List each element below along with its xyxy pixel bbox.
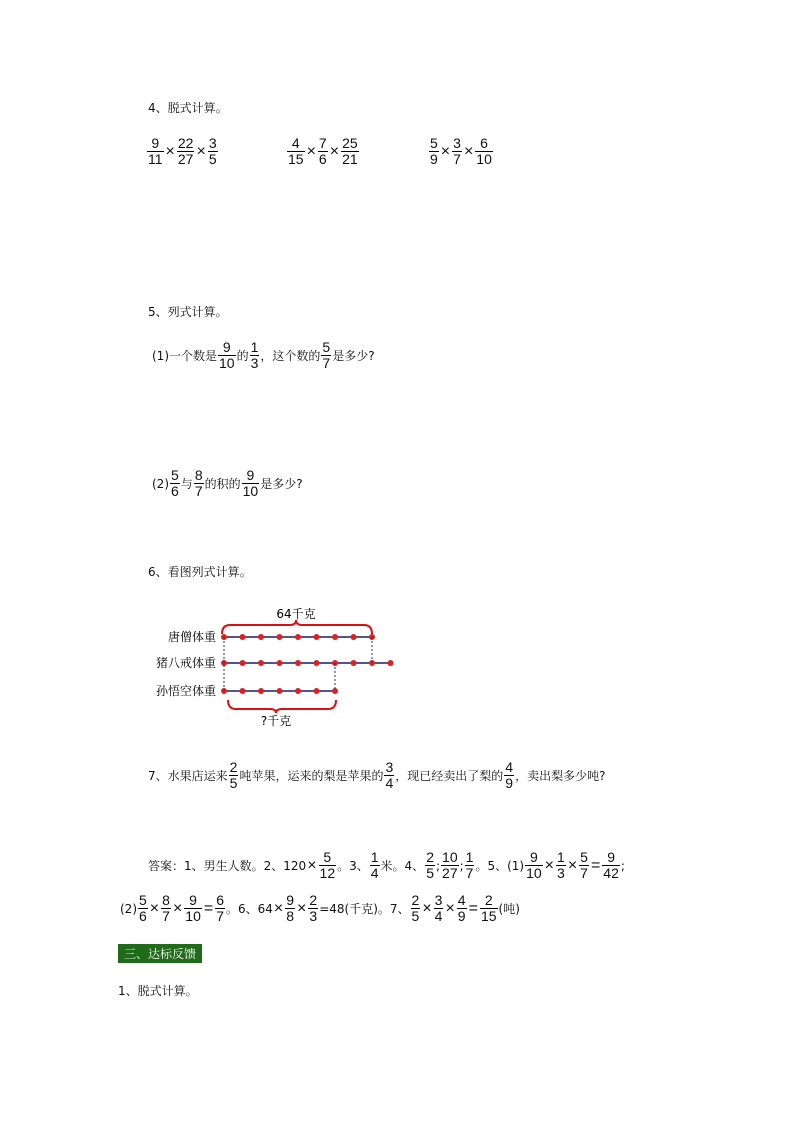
fraction: $\frac{5}{12}$ <box>319 849 336 881</box>
text-segment: ; <box>620 858 625 873</box>
bottom-weight-label: ?千克 <box>260 714 292 728</box>
segment-dot <box>258 634 264 640</box>
text-segment: (1)一个数是 <box>152 349 217 363</box>
top-weight-label: 64千克 <box>276 607 316 621</box>
fraction: $\frac{4}{9}$ <box>457 892 466 924</box>
row-label-sunwukong: 孙悟空体重 <box>155 684 216 698</box>
fraction: $\frac{22}{27}$ <box>177 135 194 167</box>
fraction: $\frac{9}{10}$ <box>219 339 235 371</box>
segment-dot <box>240 688 246 694</box>
text-segment: ，这个数的 <box>260 349 321 363</box>
segment-dot <box>240 660 246 666</box>
fraction: $\frac{2}{5}$ <box>426 849 434 881</box>
text-segment: 7、水果店运来 <box>148 769 228 783</box>
fraction: $\frac{9}{10}$ <box>185 892 201 924</box>
fraction: $\frac{7}{6}$ <box>318 135 327 167</box>
s1-title: 1、脱式计算。 <box>118 984 198 998</box>
fraction: $\frac{5}{6}$ <box>139 892 147 924</box>
operator: × <box>273 899 284 917</box>
operator: × <box>307 856 317 874</box>
fraction: $\frac{1}{3}$ <box>250 339 259 371</box>
segment-dot <box>351 634 357 640</box>
fraction: $\frac{8}{7}$ <box>194 467 203 499</box>
segment-dot <box>295 688 301 694</box>
operator: × <box>196 142 206 160</box>
fraction: $\frac{4}{15}$ <box>288 135 304 167</box>
segment-dot <box>332 634 338 640</box>
segment-dot <box>314 660 320 666</box>
operator: = <box>590 856 601 874</box>
operator: × <box>165 142 175 160</box>
bottom-brace <box>228 700 336 713</box>
fraction: $\frac{9}{8}$ <box>286 892 295 924</box>
fraction: $\frac{25}{21}$ <box>342 135 358 167</box>
text-segment: 。5、(1) <box>475 859 525 873</box>
fraction: $\frac{2}{5}$ <box>411 892 420 924</box>
text-segment: 是多少? <box>332 349 375 363</box>
fraction: $\frac{1}{3}$ <box>557 849 565 881</box>
fraction: $\frac{6}{10}$ <box>476 135 492 167</box>
text-segment: 是多少? <box>260 477 303 491</box>
row-label-zhubajie: 猪八戒体重 <box>155 656 216 670</box>
text-segment: 米。4、 <box>380 859 425 873</box>
operator: × <box>422 899 432 917</box>
fraction: $\frac{3}{7}$ <box>453 135 461 167</box>
segment-dot <box>277 634 283 640</box>
segment-dot <box>295 634 301 640</box>
operator: × <box>329 142 340 160</box>
operator: = <box>203 899 214 917</box>
fraction: $\frac{3}{5}$ <box>208 135 217 167</box>
text-segment: ，现已经卖出了梨的 <box>395 769 504 783</box>
fraction: $\frac{9}{10}$ <box>242 467 259 499</box>
segment-dot <box>388 660 394 666</box>
segment-dot <box>314 688 320 694</box>
operator: × <box>172 899 183 917</box>
operator: × <box>306 142 316 160</box>
q6-title: 6、看图列式计算。 <box>148 565 252 579</box>
segment-dot <box>351 660 357 666</box>
section-heading: 三、达标反馈 <box>118 944 202 963</box>
segment-dot <box>295 660 301 666</box>
operator: × <box>149 899 160 917</box>
q6-diagram <box>150 600 410 735</box>
fraction: $\frac{1}{4}$ <box>370 849 379 881</box>
q4-expression <box>286 136 360 167</box>
fraction: $\frac{5}{7}$ <box>322 339 331 371</box>
q7-question <box>148 760 605 791</box>
text-segment: 的积的 <box>204 477 241 491</box>
fraction: $\frac{9}{10}$ <box>526 849 542 881</box>
answer-line-1 <box>148 850 625 881</box>
fraction: $\frac{4}{9}$ <box>505 759 514 791</box>
fraction: $\frac{3}{4}$ <box>385 759 394 791</box>
operator: × <box>445 899 455 917</box>
operator: × <box>544 856 555 874</box>
text-segment: ，卖出梨多少吨? <box>515 769 606 783</box>
fraction: $\frac{1}{7}$ <box>465 849 474 881</box>
segment-dot <box>240 634 246 640</box>
segment-dot <box>277 660 283 666</box>
answer-line-2 <box>120 893 520 924</box>
fraction: $\frac{9}{11}$ <box>148 135 163 167</box>
fraction: $\frac{2}{15}$ <box>480 892 497 924</box>
text-segment: =48(千克)。7、 <box>319 902 410 916</box>
text-segment: (2) <box>152 476 169 491</box>
q4-expression <box>428 136 494 167</box>
text-segment: 的 <box>236 349 249 363</box>
text-segment: 。3、 <box>337 859 369 873</box>
fraction: $\frac{2}{3}$ <box>309 892 318 924</box>
q5-part2 <box>152 468 303 499</box>
fraction: $\frac{6}{7}$ <box>216 892 224 924</box>
q4-expression <box>146 136 219 167</box>
text-segment: 吨苹果，运来的梨是苹果的 <box>239 769 384 783</box>
fraction: $\frac{8}{7}$ <box>162 892 170 924</box>
q5-part1 <box>152 340 375 371</box>
operator: = <box>468 899 478 917</box>
fraction: $\frac{3}{4}$ <box>434 892 443 924</box>
segment-dot <box>258 660 264 666</box>
segment-dot <box>277 688 283 694</box>
q5-title: 5、列式计算。 <box>148 305 228 319</box>
operator: × <box>463 142 474 160</box>
fraction: $\frac{5}{6}$ <box>171 467 179 499</box>
operator: × <box>440 142 451 160</box>
text-segment: ; <box>459 858 464 873</box>
top-brace <box>222 620 372 634</box>
text-segment: (吨) <box>498 902 520 916</box>
fraction: $\frac{2}{5}$ <box>229 759 238 791</box>
text-segment: 答案：1、男生人数。2、120 <box>148 859 307 873</box>
fraction: $\frac{5}{7}$ <box>580 849 588 881</box>
text-segment: 。6、64 <box>226 902 273 916</box>
row-label-tangseng: 唐僧体重 <box>167 630 216 644</box>
text-segment: 与 <box>180 477 193 491</box>
text-segment: (2) <box>120 901 137 916</box>
fraction: $\frac{5}{9}$ <box>430 135 438 167</box>
fraction: $\frac{10}{27}$ <box>442 849 458 881</box>
fraction: $\frac{9}{42}$ <box>603 849 619 881</box>
segment-dot <box>314 634 320 640</box>
segment-dot <box>258 688 264 694</box>
q4-title: 4、脱式计算。 <box>148 101 228 115</box>
text-segment: ; <box>435 858 441 873</box>
operator: × <box>567 856 578 874</box>
operator: × <box>297 899 307 917</box>
